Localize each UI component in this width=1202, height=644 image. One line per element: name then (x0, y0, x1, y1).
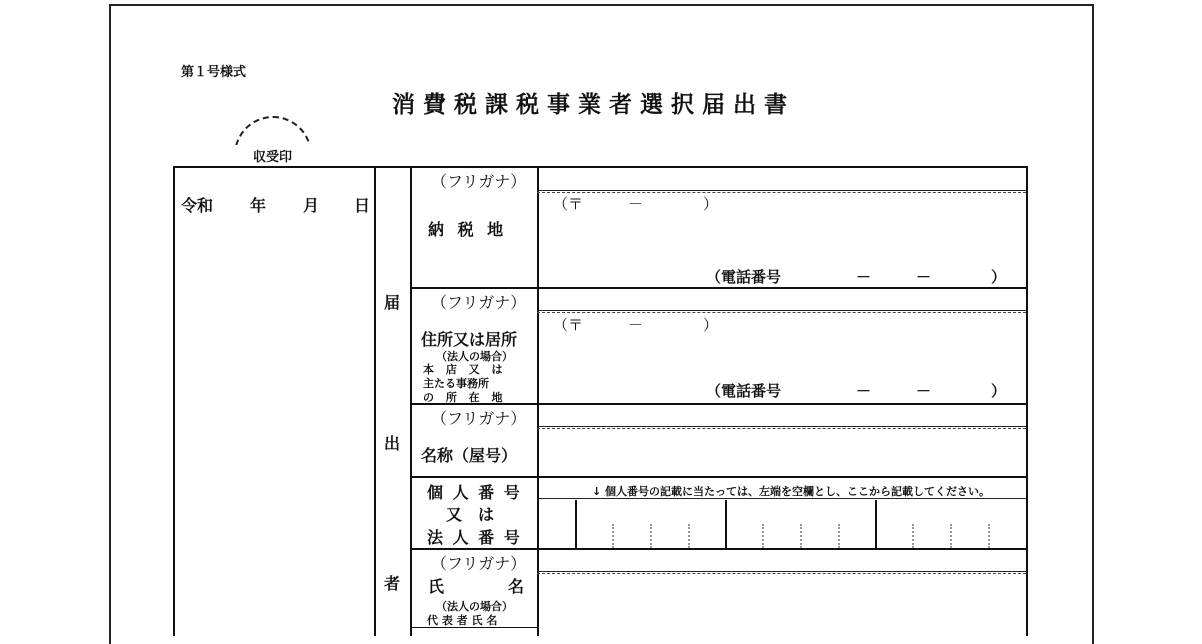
date-day: 日 (354, 196, 371, 215)
furigana-line-2 (537, 310, 1026, 311)
address-label: 住所又は居所 (421, 330, 518, 349)
digit-group-divider-2 (725, 500, 727, 548)
address-phone[interactable]: （電話番号 － － ） (706, 382, 1007, 400)
tax-location-phone[interactable]: （電話番号 － － ） (706, 268, 1007, 286)
representative-sub-label-2: 代 表 者 氏 名 (427, 614, 498, 627)
number-label-2: 又 は (446, 505, 495, 524)
form-title: 消費税課税事業者選択届出書 (392, 92, 795, 118)
form-number: 第１号様式 (181, 65, 247, 80)
label-column-divider (537, 166, 539, 636)
representative-sub-label-1: （法人の場合） (436, 600, 513, 613)
row-separator-4 (410, 548, 1028, 550)
digit-box-tick (988, 524, 990, 548)
receipt-stamp-label: 収受印 (253, 150, 293, 165)
digit-box-tick (800, 524, 802, 548)
address-postal[interactable]: （〒 － ） (553, 316, 719, 334)
digit-group-divider-3 (875, 500, 877, 548)
digit-box-tick (762, 524, 764, 548)
digit-box-tick (950, 524, 952, 548)
table-right-border (1026, 166, 1028, 636)
digit-box-tick (838, 524, 840, 548)
table-left-border (173, 166, 175, 636)
date-month: 月 (303, 196, 320, 215)
furigana-label-3: （フリガナ） (431, 409, 527, 428)
row-separator-1 (410, 287, 1028, 289)
furigana-label-4: （フリガナ） (431, 554, 527, 573)
address-sub-label-3: 主たる事務所 (423, 377, 489, 390)
representative-name-label: 氏 名 (428, 577, 525, 596)
digit-box-tick (912, 524, 914, 548)
furigana-label-2: （フリガナ） (431, 293, 527, 312)
row-separator-5 (410, 627, 537, 628)
side-label-char-1: 届 (384, 293, 401, 312)
table-top-border (173, 166, 1028, 168)
digit-box-tick (650, 524, 652, 548)
side-label-char-2: 出 (384, 434, 401, 453)
furigana-label-1: （フリガナ） (431, 172, 527, 191)
digit-box-tick (688, 524, 690, 548)
side-label-char-3: 者 (384, 574, 401, 593)
date-column-divider (374, 166, 376, 636)
date-era: 令和 (181, 196, 214, 215)
row-separator-3 (410, 476, 1028, 478)
digit-group-divider-1 (575, 500, 577, 548)
furigana-line-3 (537, 426, 1026, 427)
furigana-dash-4 (537, 573, 1026, 574)
number-label-1: 個 人 番 号 (427, 483, 522, 502)
furigana-dash-2 (537, 312, 1026, 313)
furigana-line-1 (537, 190, 1026, 191)
address-sub-label-1: （法人の場合） (436, 350, 513, 363)
number-label-3: 法 人 番 号 (427, 528, 522, 547)
furigana-line-4 (537, 571, 1026, 572)
furigana-dash-3 (537, 428, 1026, 429)
side-label-divider (410, 166, 412, 636)
number-note-divider (537, 498, 1026, 499)
number-instruction: ↓ 個人番号の記載に当たっては、左端を空欄とし、ここから記載してください。 (592, 485, 991, 498)
date-year: 年 (250, 196, 267, 215)
address-sub-label-2: 本 店 又 は (423, 363, 507, 376)
tax-location-label: 納 税 地 (428, 220, 508, 239)
tax-location-postal[interactable]: （〒 － ） (553, 195, 719, 213)
digit-box-tick (612, 524, 614, 548)
name-label: 名称（屋号） (421, 446, 518, 465)
address-sub-label-4: の 所 在 地 (423, 391, 507, 404)
